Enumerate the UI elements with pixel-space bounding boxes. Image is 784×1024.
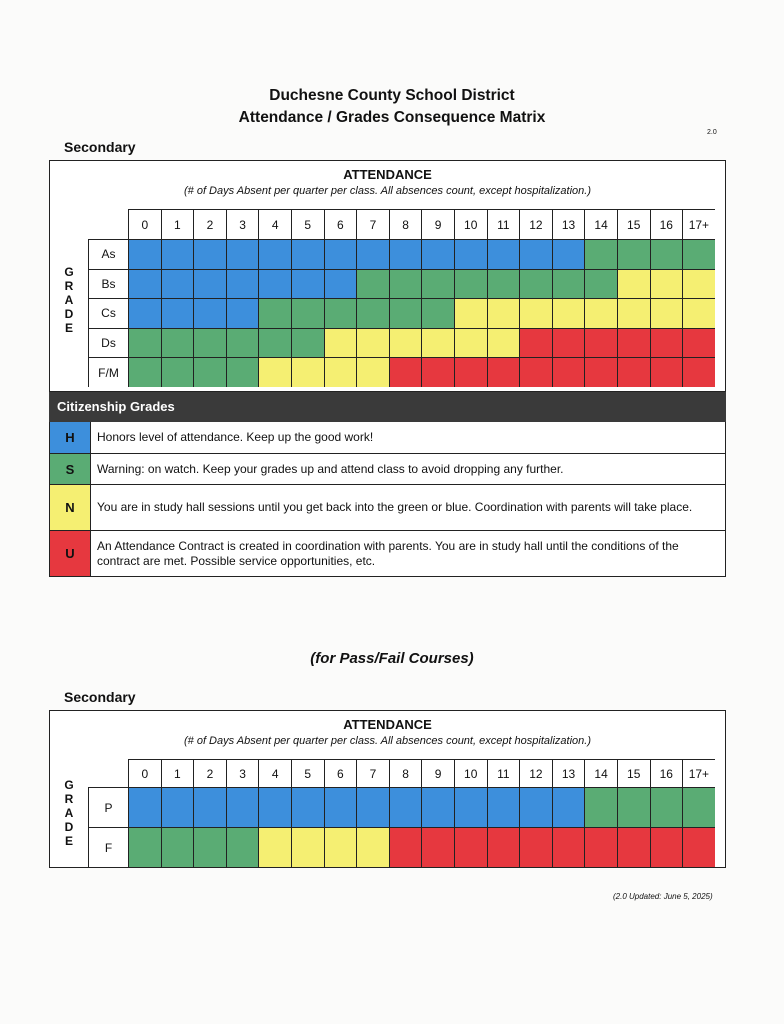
day-header-cell: 17+ <box>682 759 715 787</box>
matrix-cell-blue <box>487 239 520 269</box>
grade-row <box>88 827 715 867</box>
matrix-cell-blue <box>258 787 291 827</box>
day-header-cell: 11 <box>487 759 520 787</box>
matrix-cell-green <box>291 298 324 328</box>
matrix-cell-green <box>161 357 194 387</box>
citizenship-description: An Attendance Contract is created in coordination with parents. You are in study hall until the conditions of the contract are met. Possible service opportunities, etc. <box>97 538 679 568</box>
matrix-cell-blue <box>128 298 161 328</box>
matrix-cell-yellow <box>650 269 683 299</box>
day-header-cell: 13 <box>552 759 585 787</box>
version-label: 2.0 <box>707 129 717 136</box>
matrix-cell-blue <box>421 787 454 827</box>
matrix-cell-blue <box>552 787 585 827</box>
grade-letter: E <box>64 321 73 335</box>
matrix-cell-blue <box>454 239 487 269</box>
matrix-cell-red <box>682 357 715 387</box>
matrix-cell-blue <box>324 269 357 299</box>
matrix-cell-blue <box>128 269 161 299</box>
matrix-cell-blue <box>193 239 226 269</box>
pass-fail-grade-vertical-label <box>50 759 88 867</box>
day-header-cell: 9 <box>421 209 454 239</box>
matrix-cell-green <box>389 269 422 299</box>
matrix-cell-yellow <box>356 827 389 867</box>
matrix-cell-blue <box>291 239 324 269</box>
matrix-cell-yellow <box>454 298 487 328</box>
matrix-cell-green <box>161 328 194 358</box>
citizenship-letter: N <box>50 485 91 530</box>
matrix-cell-red <box>650 328 683 358</box>
matrix-cell-blue <box>193 269 226 299</box>
pass-fail-attendance-subtitle: (# of Days Absent per quarter per class. All absences count, except hospitalization.) <box>183 735 591 747</box>
matrix-cell-green <box>356 298 389 328</box>
grade-row-label: F/M <box>88 357 128 387</box>
matrix-cell-green <box>128 827 161 867</box>
grade-row-label: Cs <box>88 298 128 328</box>
day-header-cell: 7 <box>356 209 389 239</box>
attendance-subtitle: (# of Days Absent per quarter per class. All absences count, except hospitalization.) <box>183 185 591 197</box>
matrix-cell-yellow <box>682 269 715 299</box>
matrix-cell-green <box>421 269 454 299</box>
grade-letter: R <box>64 279 74 293</box>
matrix-cell-blue <box>258 239 291 269</box>
day-header-cell: 15 <box>617 759 650 787</box>
matrix-cell-yellow <box>389 328 422 358</box>
matrix-cell-green <box>584 787 617 827</box>
matrix-cell-green <box>682 787 715 827</box>
grade-row-label: Ds <box>88 328 128 358</box>
day-header-cell: 8 <box>389 759 422 787</box>
grade-letter: G <box>64 778 74 792</box>
matrix-cell-red <box>421 357 454 387</box>
grade-letter: D <box>64 820 74 834</box>
day-header-cell: 9 <box>421 759 454 787</box>
matrix-cell-blue <box>161 239 194 269</box>
citizenship-description: You are in study hall sessions until you get back into the green or blue. Coordination with parents will take place. <box>97 500 693 514</box>
grade-letter: G <box>64 265 74 279</box>
matrix-cell-green <box>519 269 552 299</box>
day-header-cell: 7 <box>356 759 389 787</box>
grade-letter: D <box>64 307 74 321</box>
matrix-cell-yellow <box>258 827 291 867</box>
matrix-cell-green <box>650 787 683 827</box>
matrix-cell-blue <box>193 298 226 328</box>
matrix-cell-red <box>454 357 487 387</box>
matrix-cell-green <box>389 298 422 328</box>
day-header-cell: 6 <box>324 759 357 787</box>
matrix-cell-green <box>128 357 161 387</box>
matrix-cell-yellow <box>356 328 389 358</box>
citizenship-description: Warning: on watch. Keep your grades up and attend class to avoid dropping any further. <box>97 461 564 476</box>
update-note: (2.0 Updated: June 5, 2025) <box>613 892 713 901</box>
section-label-secondary: Secondary <box>64 139 136 155</box>
day-header-cell: 4 <box>258 759 291 787</box>
matrix-cell-yellow <box>682 298 715 328</box>
matrix-cell-green <box>356 269 389 299</box>
matrix-cell-green <box>584 269 617 299</box>
matrix-cell-yellow <box>324 827 357 867</box>
matrix-cell-blue <box>258 269 291 299</box>
matrix-cell-red <box>584 328 617 358</box>
matrix-cell-red <box>584 357 617 387</box>
pass-fail-matrix <box>49 710 726 868</box>
day-header-cell: 1 <box>161 209 194 239</box>
matrix-cell-blue <box>421 239 454 269</box>
matrix-cell-blue <box>552 239 585 269</box>
pass-fail-subtitle: (for Pass/Fail Courses) <box>310 650 474 667</box>
day-header-cell: 12 <box>519 759 552 787</box>
matrix-cell-red <box>519 328 552 358</box>
grade-row-label: As <box>88 239 128 269</box>
matrix-cell-green <box>650 239 683 269</box>
matrix-cell-yellow <box>552 298 585 328</box>
matrix-cell-blue <box>161 298 194 328</box>
day-header-cell: 0 <box>128 209 161 239</box>
matrix-cell-red <box>519 357 552 387</box>
day-header-cell: 11 <box>487 209 520 239</box>
matrix-cell-green <box>584 239 617 269</box>
matrix-cell-yellow <box>258 357 291 387</box>
pass-fail-attendance-title: ATTENDANCE <box>343 717 432 732</box>
matrix-cell-green <box>193 357 226 387</box>
matrix-cell-blue <box>519 239 552 269</box>
day-header-cell: 14 <box>584 759 617 787</box>
citizenship-description: Honors level of attendance. Keep up the good work! <box>97 430 374 444</box>
grade-row <box>88 357 715 387</box>
matrix-cell-red <box>454 827 487 867</box>
matrix-cell-blue <box>356 787 389 827</box>
matrix-title: Attendance / Grades Consequence Matrix <box>238 109 546 126</box>
day-header-cell: 3 <box>226 759 259 787</box>
citizenship-letter: U <box>50 531 91 576</box>
matrix-cell-yellow <box>487 328 520 358</box>
matrix-cell-green <box>161 827 194 867</box>
citizenship-row-s <box>49 454 726 485</box>
citizenship-row-u <box>49 531 726 577</box>
grade-row <box>88 787 715 827</box>
matrix-cell-green <box>128 328 161 358</box>
matrix-cell-blue <box>226 787 259 827</box>
matrix-cell-green <box>226 328 259 358</box>
grade-row <box>88 328 715 358</box>
matrix-cell-blue <box>128 239 161 269</box>
day-header-cell: 4 <box>258 209 291 239</box>
day-header-cell: 12 <box>519 209 552 239</box>
matrix-cell-red <box>650 357 683 387</box>
matrix-cell-blue <box>226 269 259 299</box>
day-header-cell: 5 <box>291 209 324 239</box>
matrix-cell-green <box>421 298 454 328</box>
grade-row <box>88 269 715 299</box>
day-header-cell: 16 <box>650 209 683 239</box>
day-header-cell: 0 <box>128 759 161 787</box>
day-header-cell: 14 <box>584 209 617 239</box>
matrix-cell-yellow <box>324 357 357 387</box>
day-header-cell: 1 <box>161 759 194 787</box>
matrix-cell-red <box>617 328 650 358</box>
section-label-secondary-pass-fail: Secondary <box>64 689 136 705</box>
grade-letter: A <box>64 806 74 820</box>
matrix-cell-yellow <box>291 827 324 867</box>
matrix-cell-red <box>617 357 650 387</box>
matrix-cell-yellow <box>487 298 520 328</box>
day-header-cell: 10 <box>454 759 487 787</box>
matrix-cell-green <box>258 328 291 358</box>
matrix-cell-blue <box>324 787 357 827</box>
matrix-cell-blue <box>324 239 357 269</box>
day-header-cell: 3 <box>226 209 259 239</box>
matrix-cell-blue <box>128 787 161 827</box>
matrix-cell-blue <box>389 787 422 827</box>
matrix-cell-red <box>421 827 454 867</box>
matrix-cell-green <box>226 827 259 867</box>
matrix-cell-green <box>552 269 585 299</box>
day-header-cell: 2 <box>193 209 226 239</box>
matrix-cell-red <box>519 827 552 867</box>
matrix-cell-red <box>682 827 715 867</box>
day-header-cell: 10 <box>454 209 487 239</box>
days-absent-header <box>128 209 715 239</box>
matrix-cell-green <box>324 298 357 328</box>
grade-letter: E <box>64 834 73 848</box>
matrix-cell-blue <box>356 239 389 269</box>
matrix-cell-blue <box>226 239 259 269</box>
matrix-cell-yellow <box>650 298 683 328</box>
matrix-cell-red <box>487 357 520 387</box>
grade-vertical-label <box>50 209 88 391</box>
matrix-cell-blue <box>389 239 422 269</box>
matrix-cell-red <box>682 328 715 358</box>
citizenship-letter: S <box>50 454 91 484</box>
day-header-cell: 17+ <box>682 209 715 239</box>
matrix-cell-red <box>552 357 585 387</box>
grade-row-label: P <box>88 787 128 827</box>
grade-row-label: Bs <box>88 269 128 299</box>
grade-letter: A <box>64 293 74 307</box>
matrix-cell-yellow <box>617 298 650 328</box>
matrix-cell-red <box>389 357 422 387</box>
matrix-cell-green <box>193 827 226 867</box>
matrix-cell-green <box>617 239 650 269</box>
grade-row-label: F <box>88 827 128 867</box>
matrix-cell-blue <box>291 787 324 827</box>
matrix-cell-blue <box>519 787 552 827</box>
matrix-cell-green <box>617 787 650 827</box>
matrix-cell-red <box>389 827 422 867</box>
matrix-cell-yellow <box>519 298 552 328</box>
day-header-cell: 2 <box>193 759 226 787</box>
matrix-cell-blue <box>193 787 226 827</box>
matrix-cell-red <box>617 827 650 867</box>
attendance-title: ATTENDANCE <box>343 167 432 182</box>
day-header-cell: 5 <box>291 759 324 787</box>
day-header-cell: 13 <box>552 209 585 239</box>
attendance-matrix <box>49 160 726 392</box>
matrix-cell-green <box>454 269 487 299</box>
citizenship-grades-header: Citizenship Grades <box>49 392 726 422</box>
grade-row <box>88 298 715 328</box>
matrix-cell-blue <box>291 269 324 299</box>
matrix-cell-blue <box>161 787 194 827</box>
matrix-cell-yellow <box>356 357 389 387</box>
day-header-cell: 15 <box>617 209 650 239</box>
matrix-cell-green <box>193 328 226 358</box>
matrix-cell-red <box>552 827 585 867</box>
citizenship-letter: H <box>50 422 91 453</box>
matrix-cell-blue <box>454 787 487 827</box>
matrix-cell-green <box>258 298 291 328</box>
citizenship-row-h <box>49 422 726 454</box>
matrix-cell-yellow <box>291 357 324 387</box>
matrix-cell-yellow <box>324 328 357 358</box>
matrix-cell-red <box>650 827 683 867</box>
day-header-cell: 16 <box>650 759 683 787</box>
matrix-cell-blue <box>226 298 259 328</box>
matrix-cell-green <box>682 239 715 269</box>
matrix-cell-yellow <box>617 269 650 299</box>
matrix-cell-red <box>552 328 585 358</box>
day-header-cell: 6 <box>324 209 357 239</box>
matrix-cell-red <box>487 827 520 867</box>
matrix-cell-yellow <box>421 328 454 358</box>
matrix-cell-blue <box>161 269 194 299</box>
matrix-cell-blue <box>487 787 520 827</box>
citizenship-row-n <box>49 485 726 531</box>
grade-letter: R <box>64 792 74 806</box>
district-title: Duchesne County School District <box>269 87 515 104</box>
grade-row <box>88 239 715 269</box>
matrix-cell-green <box>487 269 520 299</box>
pass-fail-days-header <box>128 759 715 787</box>
matrix-cell-yellow <box>584 298 617 328</box>
matrix-cell-green <box>291 328 324 358</box>
day-header-cell: 8 <box>389 209 422 239</box>
matrix-cell-yellow <box>454 328 487 358</box>
matrix-cell-red <box>584 827 617 867</box>
matrix-cell-green <box>226 357 259 387</box>
